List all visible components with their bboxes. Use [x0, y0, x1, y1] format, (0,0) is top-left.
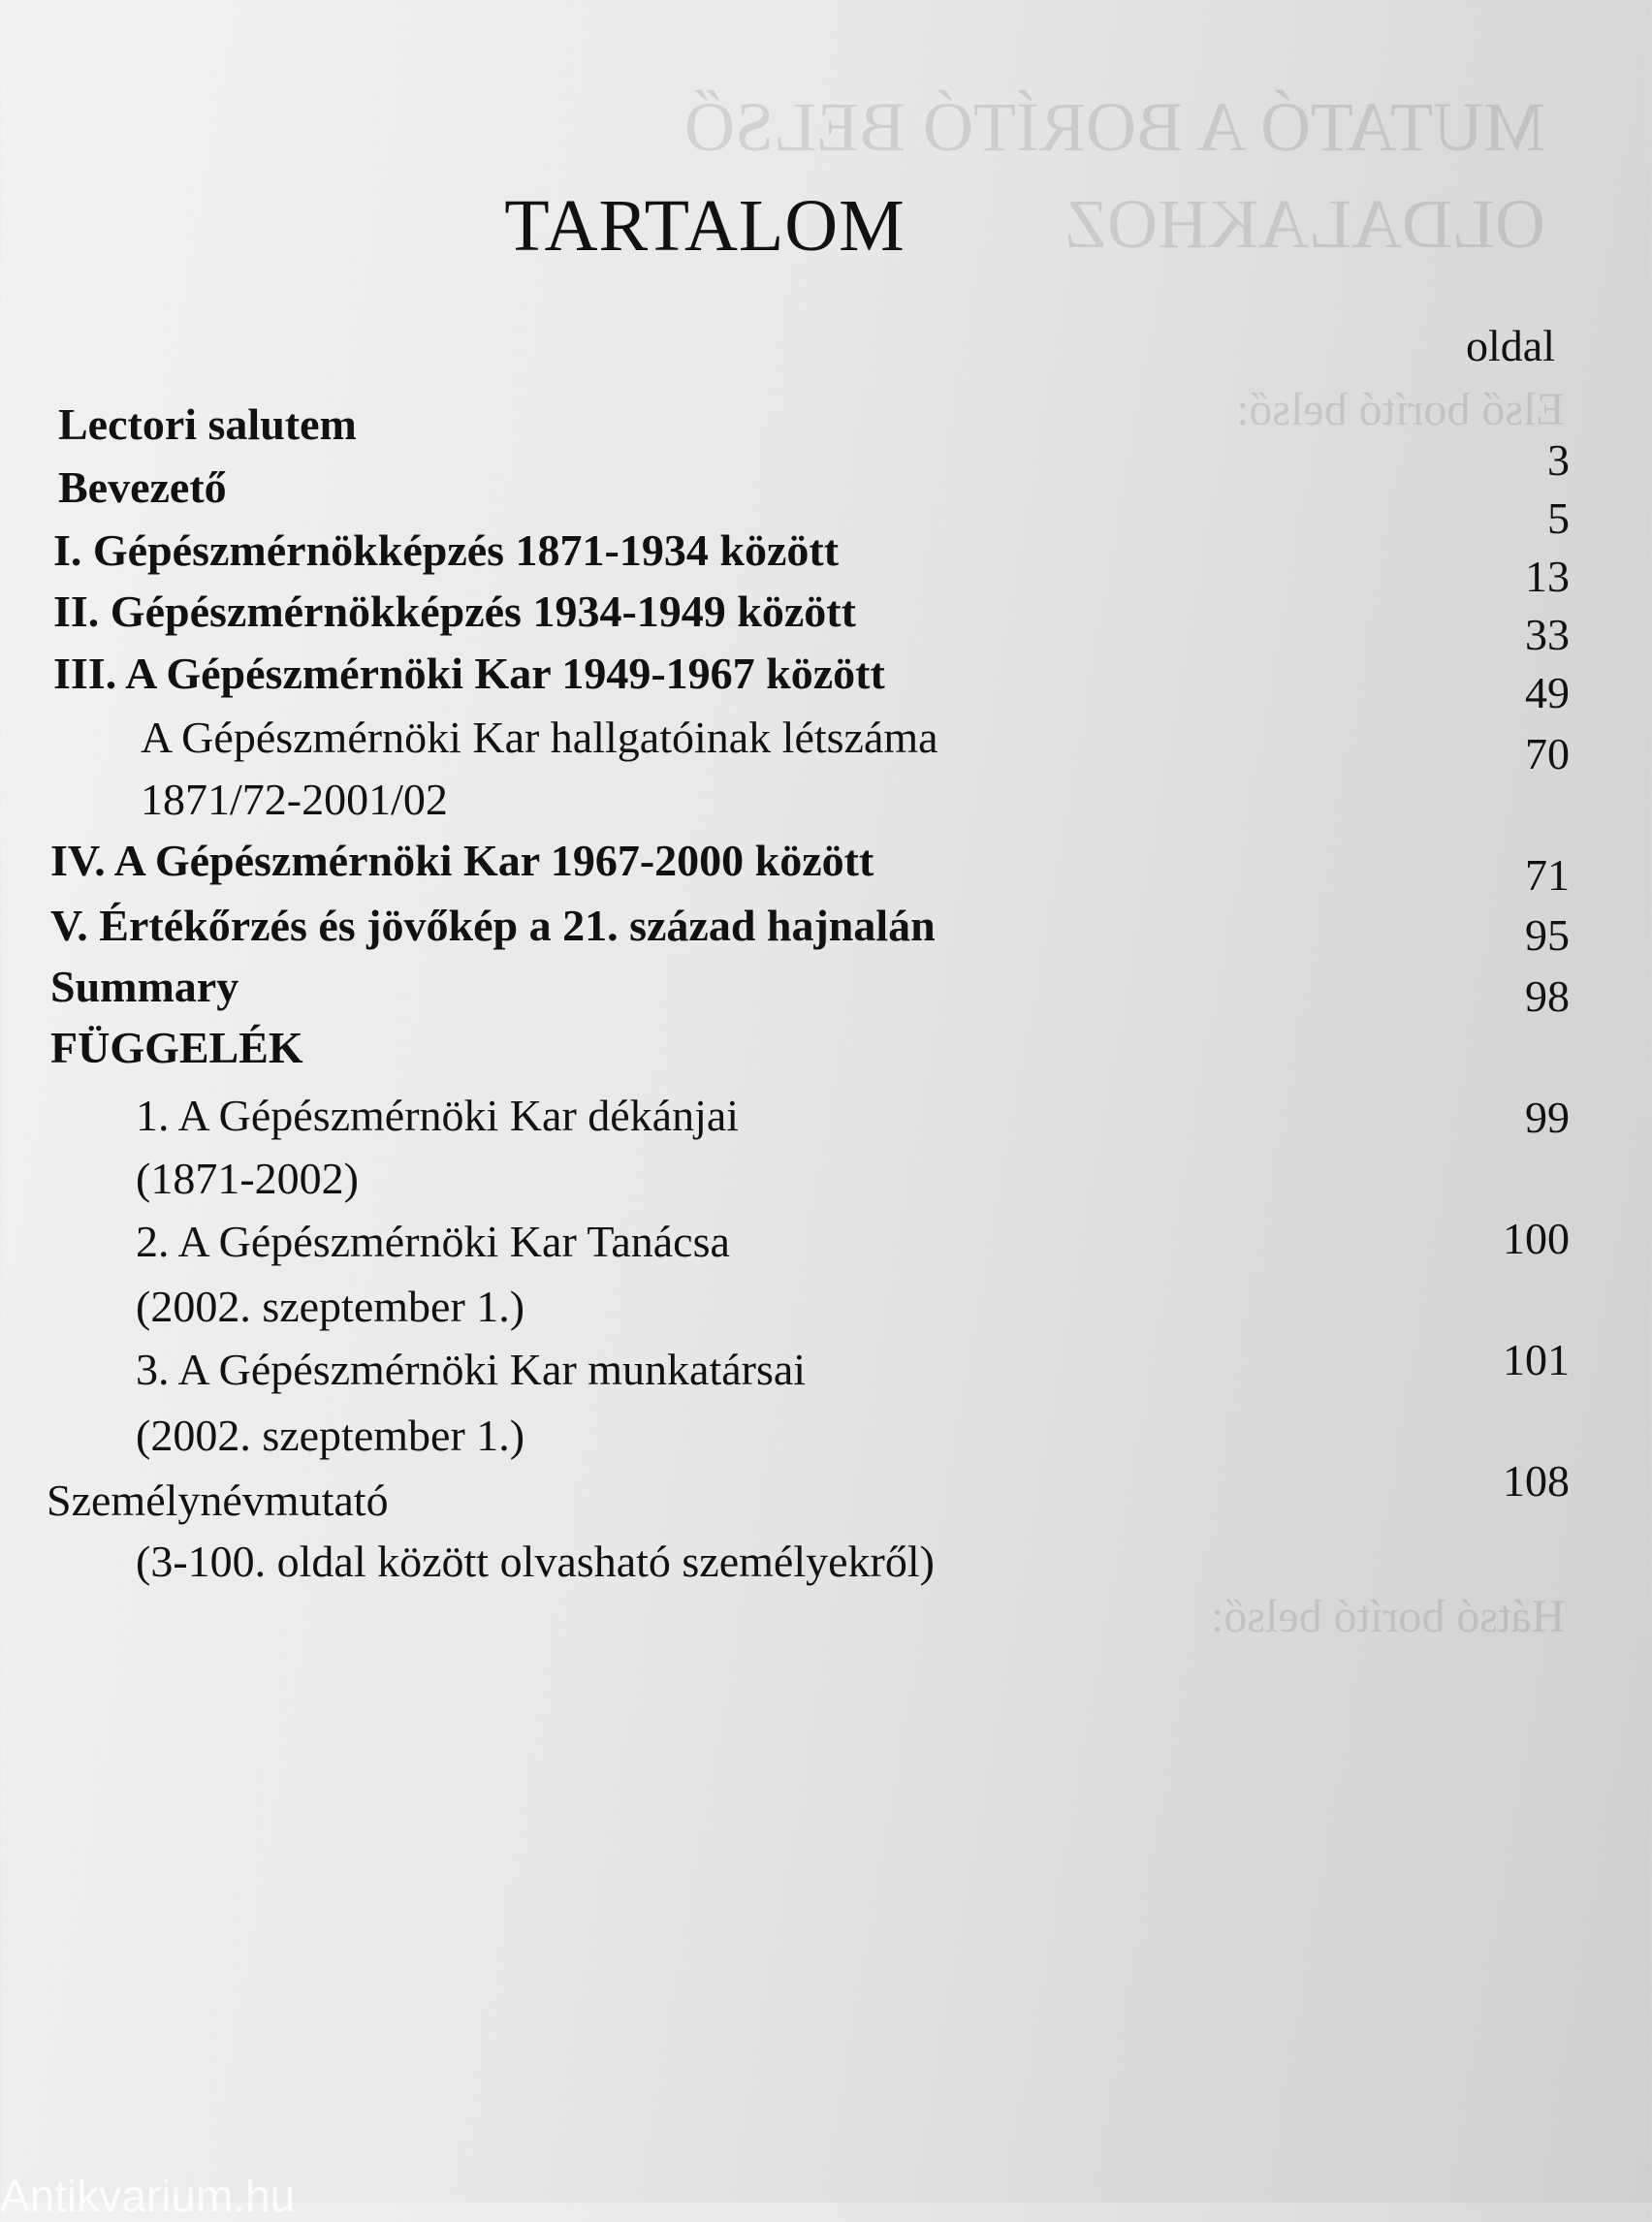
toc-entry-munkatarsak: 3. A Gépészmérnöki Kar munkatársai	[136, 1345, 807, 1394]
show-through-title-1: MUTATÓ A BORÍTÓ BELSŐ	[683, 88, 1545, 166]
page-number: 49	[1525, 668, 1570, 717]
toc-entry-chapter-3: III. A Gépészmérnöki Kar 1949-1967 között	[53, 649, 885, 698]
page-number: 98	[1525, 971, 1570, 1021]
page-number: 99	[1525, 1093, 1570, 1142]
toc-entry-letszam-years: 1871/72-2001/02	[141, 775, 448, 824]
toc-entry-lectori: Lectori salutem	[58, 399, 357, 449]
watermark-text: Antikvarium.hu	[0, 2171, 296, 2221]
page-number: 108	[1503, 1456, 1570, 1506]
page-number: 33	[1525, 610, 1570, 659]
toc-entry-nevmutato-note: (3-100. oldal között olvasható személyekről)	[136, 1537, 935, 1586]
toc-entry-fuggelek: FÜGGELÉK	[50, 1023, 303, 1072]
page-number: 3	[1547, 435, 1570, 485]
toc-entry-chapter-4: IV. A Gépészmérnöki Kar 1967-2000 között	[50, 836, 874, 885]
page-number: 13	[1525, 552, 1570, 601]
page-number: 101	[1503, 1335, 1570, 1384]
toc-entry-dekanok-years: (1871-2002)	[136, 1154, 359, 1203]
toc-entry-letszam: A Gépészmérnöki Kar hallgatóinak létszáma	[141, 713, 938, 762]
show-through-title-2: OLDALAKHOZ	[1064, 185, 1545, 263]
show-through-line-2: Hátsó borító belső:	[1210, 1591, 1565, 1642]
toc-entry-dekanok: 1. A Gépészmérnöki Kar dékánjai	[136, 1091, 740, 1140]
page-column-label: oldal	[1466, 321, 1555, 370]
show-through-line-1: Első borító belső:	[1236, 384, 1565, 435]
toc-entry-summary: Summary	[50, 962, 239, 1011]
toc-entry-chapter-1: I. Gépészmérnökképzés 1871-1934 között	[53, 525, 840, 575]
page-number: 71	[1525, 850, 1570, 900]
page-title: TARTALOM	[504, 185, 905, 267]
toc-entry-tanacs-date: (2002. szeptember 1.)	[136, 1282, 525, 1331]
toc-entry-chapter-5: V. Értékőrzés és jövőkép a 21. század hajnalán	[50, 901, 936, 950]
toc-entry-munkatarsak-date: (2002. szeptember 1.)	[136, 1411, 525, 1460]
toc-entry-nevmutato: Személynévmutató	[47, 1476, 389, 1525]
page-number: 70	[1525, 729, 1570, 778]
toc-entry-tanacs: 2. A Gépészmérnöki Kar Tanácsa	[136, 1217, 730, 1266]
toc-entry-bevezeto: Bevezető	[58, 462, 227, 512]
toc-entry-chapter-2: II. Gépészmérnökképzés 1934-1949 között	[53, 587, 856, 636]
page-number: 100	[1503, 1214, 1570, 1263]
page-number: 95	[1525, 910, 1570, 960]
page-number: 5	[1547, 493, 1570, 543]
